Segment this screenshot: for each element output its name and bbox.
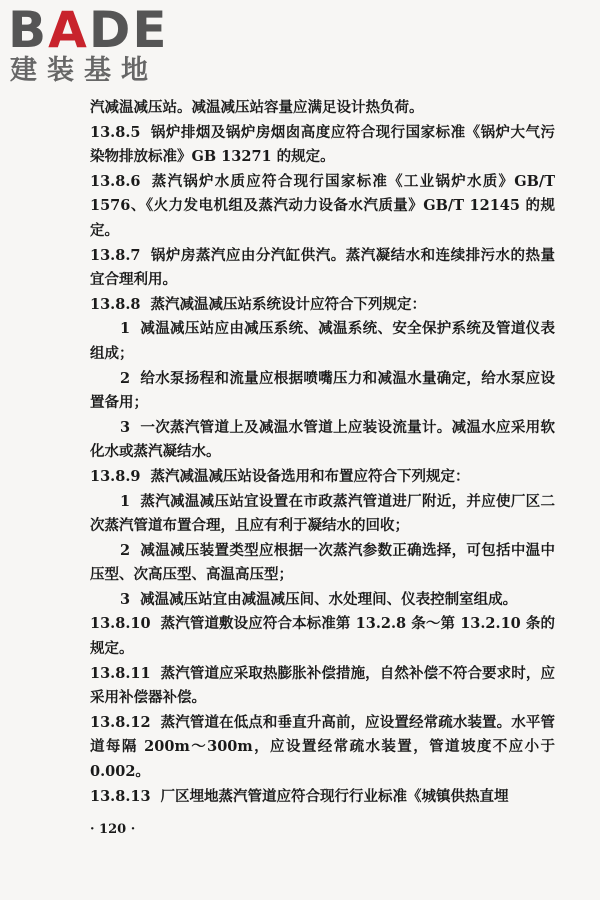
paragraph-text: 厂区埋地蒸汽管道应符合现行行业标准《城镇供热直埋 (160, 787, 509, 805)
clause-paragraph (90, 170, 555, 244)
clause-paragraph (90, 612, 555, 661)
clause-paragraph (90, 662, 555, 711)
list-item (90, 367, 555, 416)
paragraph-text: 蒸汽管道应采取热膨胀补偿措施，自然补偿不符合要求时，应采用补偿器补偿。 (90, 664, 555, 707)
logo-letters-de: DE (88, 1, 169, 59)
paragraph-text: 锅炉排烟及锅炉房烟囱高度应符合现行国家标准《锅炉大气污染物排放标准》GB 13271 的规定。 (90, 123, 555, 166)
clause-number: 13.8.13 (90, 787, 151, 805)
list-item-number: 2 (120, 369, 131, 387)
logo-letter-a-accent: A (48, 1, 89, 59)
paragraph-text: 蒸汽管道敷设应符合本标准第 13.2.8 条～第 13.2.10 条的规定。 (90, 615, 555, 658)
clause-number: 13.8.11 (90, 664, 151, 682)
clause-number: 13.8.12 (90, 713, 151, 731)
logo-letter-b: B (8, 1, 49, 59)
paragraph-text: 减温减压站宜由减温减压间、水处理间、仪表控制室组成。 (140, 590, 518, 608)
clause-paragraph (90, 711, 555, 785)
logo-wordmark (8, 1, 169, 59)
clause-number: 13.8.5 (90, 123, 141, 141)
clause-number: 13.8.10 (90, 615, 151, 633)
paragraph-text: 减温减压站应由减压系统、减温系统、安全保护系统及管道仪表组成； (90, 320, 555, 362)
paragraph-text: 减温减压装置类型应根据一次蒸汽参数正确选择，可包括中温中压型、次高压型、高温高压型； (90, 541, 555, 584)
list-item-number: 3 (120, 418, 131, 436)
logo-subtitle: 建装基地 (10, 55, 158, 86)
clause-number: 13.8.6 (90, 172, 141, 190)
paragraph-text: 蒸汽减温减压站设备选用和布置应符合下列规定： (150, 467, 470, 485)
bade-logo (8, 1, 169, 86)
paragraph-text: 汽减温减压站。减温减压站容量应满足设计热负荷。 (90, 99, 424, 116)
list-item (90, 588, 555, 613)
list-item (90, 416, 555, 465)
list-item-number: 1 (120, 320, 131, 338)
paragraph-text: 蒸汽管道在低点和垂直升高前，应设置经常疏水装置。水平管道每隔 200m～300m，应设置经常疏水装置，管道坡度不应小于 0.002。 (90, 713, 555, 781)
paragraph-text: 蒸汽锅炉水质应符合现行国家标准《工业锅炉水质》GB/T 1576、《火力发电机组及蒸汽动力设备水汽质量》GB/T 12145 的规定。 (90, 172, 555, 239)
continued-paragraph (90, 96, 555, 121)
clause-paragraph (90, 785, 555, 810)
paragraph-text: 给水泵扬程和流量应根据喷嘴压力和减温水量确定，给水泵应设置备用； (90, 369, 555, 412)
clause-paragraph (90, 293, 555, 318)
clause-number: 13.8.7 (90, 246, 141, 264)
paragraph-text: 锅炉房蒸汽应由分汽缸供汽。蒸汽凝结水和连续排污水的热量宜合理利用。 (90, 246, 555, 289)
list-item-number: 3 (120, 590, 131, 608)
paragraph-text: 一次蒸汽管道上及减温水管道上应装设流量计。减温水应采用软化水或蒸汽凝结水。 (90, 418, 555, 461)
list-item-number: 2 (120, 541, 131, 559)
clause-paragraph (90, 121, 555, 170)
clause-number: 13.8.9 (90, 467, 141, 485)
list-item (90, 490, 555, 539)
clause-number: 13.8.8 (90, 295, 141, 313)
paragraph-text: 蒸汽减温减压站宜设置在市政蒸汽管道进厂附近，并应使厂区二次蒸汽管道布置合理，且应有利于凝结水的回收； (90, 492, 555, 535)
clause-paragraph (90, 465, 555, 490)
list-item (90, 317, 555, 366)
page-number: · 120 · (90, 822, 136, 837)
paragraph-text: 蒸汽减温减压站系统设计应符合下列规定： (150, 295, 426, 313)
list-item-number: 1 (120, 492, 131, 510)
list-item (90, 539, 555, 588)
document-body (90, 96, 555, 809)
clause-paragraph (90, 244, 555, 293)
